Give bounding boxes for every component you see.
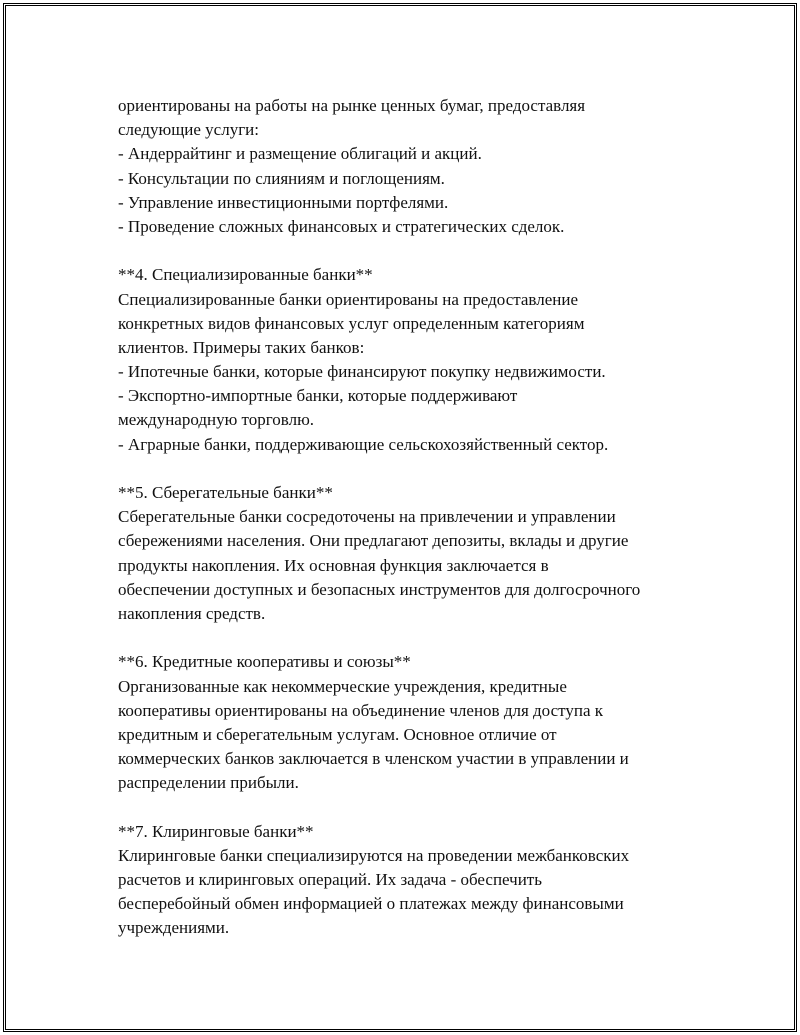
text-line: кредитным и сберегательным услугам. Основное отличие от <box>118 724 557 744</box>
text-line: коммерческих банков заключается в членском участии в управлении и <box>118 749 629 769</box>
text-line: Сберегательные банки сосредоточены на привлечении и управлении <box>118 507 616 527</box>
list-item: - Консультации по слияниям и поглощениям. <box>118 168 445 188</box>
section-heading: **6. Кредитные кооперативы и союзы** <box>118 652 411 672</box>
list-item: - Управление инвестиционными портфелями. <box>118 192 449 212</box>
text-line: Клиринговые банки специализируются на проведении межбанковских <box>118 845 630 865</box>
paragraph-gap <box>118 457 718 481</box>
text-line: обеспечении доступных и безопасных инструментов для долгосрочного <box>118 579 641 599</box>
intro-paragraph <box>118 94 718 239</box>
list-item: - Экспортно-импортные банки, которые поддерживают <box>118 386 518 406</box>
list-item: - Ипотечные банки, которые финансируют покупку недвижимости. <box>118 362 606 382</box>
text-line: ориентированы на работы на рынке ценных бумаг, предоставляя <box>118 96 586 115</box>
section-specialized-banks <box>118 263 718 457</box>
list-item-continuation: международную торговлю. <box>118 410 315 430</box>
paragraph-gap <box>118 626 718 650</box>
list-item: - Аграрные банки, поддерживающие сельскохозяйственный сектор. <box>118 434 609 454</box>
text-line: кооперативы ориентированы на объединение членов для доступа к <box>118 700 603 720</box>
text-line: накопления средств. <box>118 603 266 623</box>
list-item: - Проведение сложных финансовых и стратегических сделок. <box>118 216 565 236</box>
text-line: распределении прибыли. <box>118 773 299 793</box>
section-heading: **5. Сберегательные банки** <box>118 483 333 502</box>
section-heading: **7. Клиринговые банки** <box>118 821 314 841</box>
text-line: следующие услуги: <box>118 120 260 140</box>
text-line: конкретных видов финансовых услуг определенным категориям <box>118 313 585 333</box>
document-page <box>118 94 718 941</box>
section-credit-cooperatives <box>118 650 718 795</box>
section-savings-banks <box>118 481 718 626</box>
paragraph-gap <box>118 239 718 263</box>
text-line: Специализированные банки ориентированы на предоставление <box>118 289 578 309</box>
text-line: сбережениями населения. Они предлагают депозиты, вклады и другие <box>118 531 629 551</box>
text-line: Организованные как некоммерческие учреждения, кредитные <box>118 676 567 696</box>
paragraph-gap <box>118 795 718 819</box>
text-line: продукты накопления. Их основная функция заключается в <box>118 555 549 575</box>
text-line: бесперебойный обмен информацией о платежах между финансовыми <box>118 894 624 914</box>
section-clearing-banks <box>118 820 718 941</box>
text-line: учреждениями. <box>118 918 230 938</box>
text-line: расчетов и клиринговых операций. Их задача - обеспечить <box>118 870 542 889</box>
section-heading: **4. Специализированные банки** <box>118 265 373 285</box>
text-line: клиентов. Примеры таких банков: <box>118 337 365 357</box>
list-item: - Андеррайтинг и размещение облигаций и акций. <box>118 144 482 164</box>
